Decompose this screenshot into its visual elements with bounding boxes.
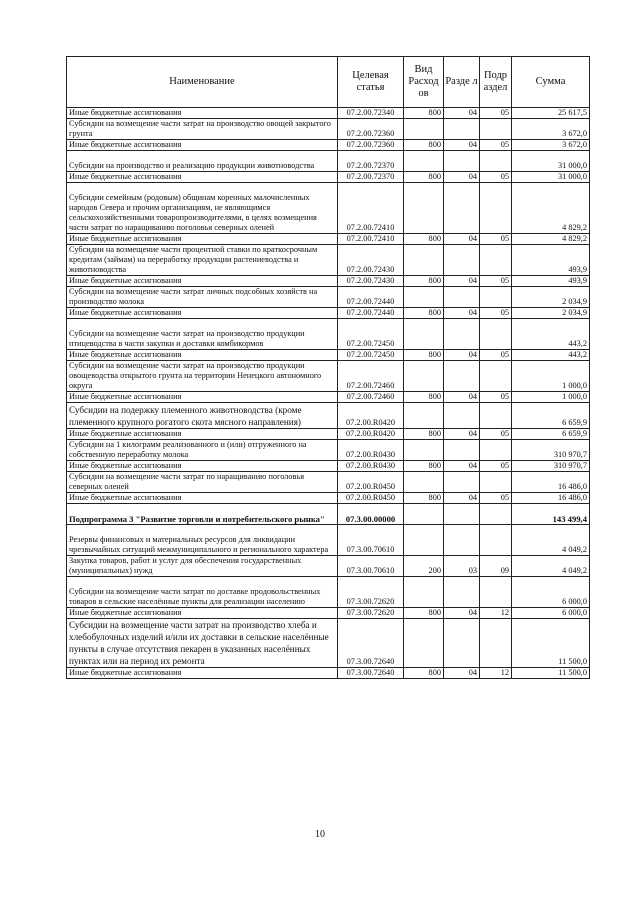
cell-section (444, 319, 480, 350)
cell-type (404, 525, 444, 556)
table-row (67, 308, 590, 319)
table-row (67, 361, 590, 392)
cell-subsection: 09 (480, 556, 512, 577)
cell-target: 07.3.00.00000 (338, 504, 404, 525)
cell-type: 800 (404, 108, 444, 119)
cell-sum: 16 486,0 (512, 472, 590, 493)
table-row (67, 108, 590, 119)
cell-type: 800 (404, 392, 444, 403)
cell-target: 07.2.00.R0450 (338, 493, 404, 504)
table-row (67, 493, 590, 504)
header-subsection: Подр аздел (480, 57, 512, 108)
budget-table (66, 56, 590, 679)
cell-name: Иные бюджетные ассигнования (67, 429, 338, 440)
cell-target: 07.2.00.72360 (338, 119, 404, 140)
table-row (67, 504, 590, 525)
cell-subsection (480, 361, 512, 392)
table-row (67, 234, 590, 245)
cell-subsection: 12 (480, 608, 512, 619)
cell-type (404, 183, 444, 234)
cell-subsection: 12 (480, 668, 512, 679)
table-row (67, 577, 590, 608)
cell-name: Субсидии на подержку племенного животноводства (кроме племенного крупного рогатого скота мясного направления) (67, 403, 338, 429)
table-row (67, 472, 590, 493)
cell-type: 800 (404, 276, 444, 287)
header-sum: Сумма (512, 57, 590, 108)
cell-name: Иные бюджетные ассигнования (67, 234, 338, 245)
cell-sum: 2 034,9 (512, 308, 590, 319)
cell-name: Субсидии на возмещение части затрат на производство овощей закрытого грунта (67, 119, 338, 140)
cell-target: 07.2.00.72460 (338, 392, 404, 403)
table-row (67, 556, 590, 577)
cell-section (444, 287, 480, 308)
cell-sum: 443,2 (512, 319, 590, 350)
cell-section (444, 403, 480, 429)
cell-name: Иные бюджетные ассигнования (67, 461, 338, 472)
cell-subsection (480, 440, 512, 461)
table-row (67, 287, 590, 308)
table-row (67, 276, 590, 287)
cell-target: 07.2.00.R0420 (338, 429, 404, 440)
cell-section (444, 504, 480, 525)
cell-name: Субсидии на возмещение части затрат по наращиванию поголовья северных оленей (67, 472, 338, 493)
cell-type (404, 119, 444, 140)
cell-section: 03 (444, 556, 480, 577)
cell-section: 04 (444, 276, 480, 287)
cell-name: Субсидии на возмещение части процентной ставки по краткосрочным кредитам (займам) на переработку продукции растениеводства и животноводства (67, 245, 338, 276)
cell-type (404, 440, 444, 461)
cell-section (444, 525, 480, 556)
cell-sum: 1 000,0 (512, 361, 590, 392)
table-row (67, 668, 590, 679)
cell-subsection: 05 (480, 276, 512, 287)
cell-target: 07.3.00.72640 (338, 619, 404, 668)
cell-section: 04 (444, 108, 480, 119)
cell-section (444, 151, 480, 172)
cell-name: Иные бюджетные ассигнования (67, 308, 338, 319)
cell-type (404, 403, 444, 429)
cell-target: 07.2.00.R0430 (338, 461, 404, 472)
table-row (67, 151, 590, 172)
cell-target: 07.3.00.72640 (338, 668, 404, 679)
cell-type: 200 (404, 556, 444, 577)
table-body (67, 108, 590, 679)
cell-sum: 443,2 (512, 350, 590, 361)
cell-subsection (480, 504, 512, 525)
cell-type: 800 (404, 608, 444, 619)
cell-type (404, 361, 444, 392)
cell-sum: 310 970,7 (512, 440, 590, 461)
cell-type (404, 577, 444, 608)
table-row (67, 525, 590, 556)
cell-type (404, 287, 444, 308)
cell-name: Иные бюджетные ассигнования (67, 140, 338, 151)
cell-target: 07.2.00.72440 (338, 287, 404, 308)
cell-section (444, 619, 480, 668)
table-row (67, 245, 590, 276)
header-type: Вид Расход ов (404, 57, 444, 108)
table-row (67, 608, 590, 619)
cell-subsection (480, 287, 512, 308)
cell-type: 800 (404, 429, 444, 440)
cell-name: Иные бюджетные ассигнования (67, 108, 338, 119)
cell-name: Субсидии на возмещение части затрат личных подсобных хозяйств на производство молока (67, 287, 338, 308)
cell-name: Закупка товаров, работ и услуг для обеспечения государственных (муниципальных) нужд (67, 556, 338, 577)
cell-target: 07.2.00.R0430 (338, 440, 404, 461)
cell-subsection (480, 472, 512, 493)
cell-section: 04 (444, 461, 480, 472)
cell-target: 07.2.00.72340 (338, 108, 404, 119)
cell-name: Резервы финансовых и материальных ресурсов для ликвидации чрезвычайных ситуаций межмуниципального и регионального характера (67, 525, 338, 556)
cell-section: 04 (444, 234, 480, 245)
cell-subsection: 05 (480, 234, 512, 245)
cell-type (404, 472, 444, 493)
cell-name: Субсидии на возмещение части затрат на производство хлеба и хлебобулочных изделий и/или их доставки в сельские населённые пункты в случае отсутствия пекарен в указанных населённых пунктах или на период их ремонта (67, 619, 338, 668)
cell-name: Иные бюджетные ассигнования (67, 276, 338, 287)
cell-name: Иные бюджетные ассигнования (67, 172, 338, 183)
table-row (67, 140, 590, 151)
cell-sum: 6 000,0 (512, 577, 590, 608)
cell-section (444, 245, 480, 276)
cell-name: Субсидии семейным (родовым) общинам коренных малочисленных народов Севера и прочим организациям, не являющимся сельскохозяйственными товаропроизводителями, в целях возмещения части затрат по наращиванию поголовья северных оленей (67, 183, 338, 234)
cell-sum: 6 659,9 (512, 429, 590, 440)
header-target: Целевая статья (338, 57, 404, 108)
cell-sum: 4 049,2 (512, 525, 590, 556)
table-row (67, 403, 590, 429)
cell-name: Иные бюджетные ассигнования (67, 608, 338, 619)
cell-subsection: 05 (480, 308, 512, 319)
cell-sum: 1 000,0 (512, 392, 590, 403)
cell-sum: 4 829,2 (512, 234, 590, 245)
cell-section (444, 577, 480, 608)
cell-target: 07.2.00.72370 (338, 172, 404, 183)
cell-section: 04 (444, 392, 480, 403)
table-row (67, 461, 590, 472)
cell-type: 800 (404, 493, 444, 504)
cell-subsection: 05 (480, 429, 512, 440)
table-row (67, 440, 590, 461)
table-row (67, 350, 590, 361)
cell-subsection (480, 245, 512, 276)
cell-subsection: 05 (480, 461, 512, 472)
cell-subsection: 05 (480, 350, 512, 361)
table-row (67, 319, 590, 350)
cell-sum: 6 659,9 (512, 403, 590, 429)
cell-sum: 16 486,0 (512, 493, 590, 504)
cell-sum: 11 500,0 (512, 668, 590, 679)
cell-section (444, 119, 480, 140)
cell-type (404, 245, 444, 276)
cell-subsection: 05 (480, 108, 512, 119)
cell-section (444, 440, 480, 461)
cell-section: 04 (444, 608, 480, 619)
header-name: Наименование (67, 57, 338, 108)
cell-name: Субсидии на возмещение части затрат на производство продукции птицеводства в части закупки и доставки комбикормов (67, 319, 338, 350)
table-row (67, 392, 590, 403)
cell-type: 800 (404, 234, 444, 245)
cell-section: 04 (444, 350, 480, 361)
table-row (67, 619, 590, 668)
table-row (67, 429, 590, 440)
cell-section (444, 472, 480, 493)
cell-type: 800 (404, 308, 444, 319)
cell-sum: 31 000,0 (512, 151, 590, 172)
cell-type: 800 (404, 140, 444, 151)
cell-name: Иные бюджетные ассигнования (67, 392, 338, 403)
cell-sum: 310 970,7 (512, 461, 590, 472)
cell-target: 07.3.00.70610 (338, 525, 404, 556)
table-row (67, 172, 590, 183)
cell-name: Иные бюджетные ассигнования (67, 493, 338, 504)
cell-target: 07.3.00.70610 (338, 556, 404, 577)
cell-subsection (480, 319, 512, 350)
cell-name: Иные бюджетные ассигнования (67, 668, 338, 679)
cell-subsection (480, 183, 512, 234)
cell-sum: 3 672,0 (512, 119, 590, 140)
cell-subsection: 05 (480, 140, 512, 151)
cell-target: 07.2.00.R0420 (338, 403, 404, 429)
cell-subsection (480, 577, 512, 608)
cell-section (444, 183, 480, 234)
cell-subsection (480, 151, 512, 172)
cell-subsection (480, 119, 512, 140)
cell-subsection: 05 (480, 172, 512, 183)
cell-name: Субсидии на возмещение части затрат на производство продукции овощеводства открытого грунта на территории Ненецкого автономного округа (67, 361, 338, 392)
cell-name: Иные бюджетные ассигнования (67, 350, 338, 361)
cell-section: 04 (444, 140, 480, 151)
cell-target: 07.2.00.72460 (338, 361, 404, 392)
table-row (67, 183, 590, 234)
cell-sum: 25 617,5 (512, 108, 590, 119)
cell-target: 07.2.00.R0450 (338, 472, 404, 493)
cell-target: 07.2.00.72440 (338, 308, 404, 319)
cell-type: 800 (404, 172, 444, 183)
cell-name: Подпрограмма 3 "Развитие торговли и потребительского рынка" (67, 504, 338, 525)
cell-sum: 31 000,0 (512, 172, 590, 183)
cell-section: 04 (444, 429, 480, 440)
cell-sum: 4 829,2 (512, 183, 590, 234)
cell-target: 07.3.00.72620 (338, 577, 404, 608)
cell-sum: 2 034,9 (512, 287, 590, 308)
cell-sum: 143 499,4 (512, 504, 590, 525)
cell-sum: 493,9 (512, 245, 590, 276)
cell-target: 07.2.00.72410 (338, 234, 404, 245)
cell-target: 07.2.00.72430 (338, 245, 404, 276)
cell-subsection: 05 (480, 392, 512, 403)
cell-section: 04 (444, 172, 480, 183)
cell-type (404, 504, 444, 525)
table-header-row (67, 57, 590, 108)
cell-section (444, 361, 480, 392)
cell-target: 07.2.00.72410 (338, 183, 404, 234)
cell-section: 04 (444, 493, 480, 504)
cell-type (404, 619, 444, 668)
cell-sum: 6 000,0 (512, 608, 590, 619)
cell-sum: 11 500,0 (512, 619, 590, 668)
cell-type: 800 (404, 350, 444, 361)
cell-sum: 493,9 (512, 276, 590, 287)
cell-section: 04 (444, 668, 480, 679)
cell-name: Субсидии на возмещение части затрат по доставке продовольственных товаров в сельские населённые пункты для реализации населению (67, 577, 338, 608)
table-row (67, 119, 590, 140)
cell-subsection (480, 619, 512, 668)
cell-type: 800 (404, 668, 444, 679)
cell-name: Субсидии на производство и реализацию продукции животноводства (67, 151, 338, 172)
cell-subsection (480, 403, 512, 429)
cell-target: 07.2.00.72360 (338, 140, 404, 151)
cell-target: 07.2.00.72450 (338, 319, 404, 350)
cell-subsection: 05 (480, 493, 512, 504)
cell-target: 07.2.00.72430 (338, 276, 404, 287)
cell-type (404, 319, 444, 350)
cell-section: 04 (444, 308, 480, 319)
page-number: 10 (315, 829, 325, 840)
cell-type (404, 151, 444, 172)
cell-sum: 4 049,2 (512, 556, 590, 577)
cell-subsection (480, 525, 512, 556)
header-section: Разде л (444, 57, 480, 108)
cell-type: 800 (404, 461, 444, 472)
cell-target: 07.3.00.72620 (338, 608, 404, 619)
cell-target: 07.2.00.72450 (338, 350, 404, 361)
cell-target: 07.2.00.72370 (338, 151, 404, 172)
cell-sum: 3 672,0 (512, 140, 590, 151)
cell-name: Субсидии на 1 килограмм реализованного и (или) отгруженного на собственную переработку молока (67, 440, 338, 461)
